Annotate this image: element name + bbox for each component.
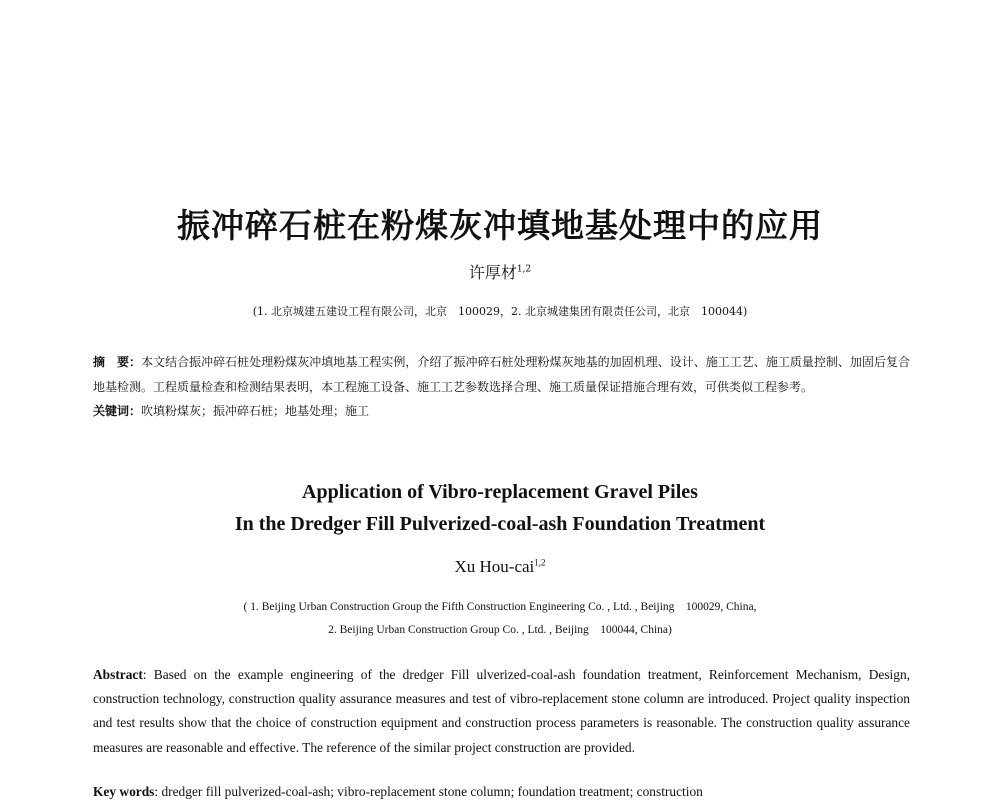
english-abstract: Abstract: Based on the example engineering of the dredger Fill ulverized-coal-ash foundation treatment, Reinforcement Mechanism, Design, construction technology, construction quality assurance measures and test of vibro-replacement stone column are introduced. Project quality inspection and test results show that the choice of construction equipment and construction process parameters is reasonable. The construction quality assurance measures are reasonable and effective. The reference of the similar project construction are provided. xyxy=(93,667,910,755)
english-affiliation xyxy=(0,596,1000,642)
keywords-label: Key words xyxy=(93,784,155,799)
abstract-label: 摘 要： xyxy=(93,355,142,369)
chinese-keywords xyxy=(93,399,910,424)
chinese-author xyxy=(0,260,1000,283)
abstract-label: Abstract xyxy=(93,667,143,682)
keywords-text: 吹填粉煤灰；振冲碎石桩；地基处理；施工 xyxy=(141,404,370,418)
author-superscript: 1,2 xyxy=(534,557,546,568)
chinese-affiliation: (1. 北京城建五建设工程有限公司，北京 100029，2. 北京城建集团有限责任公司，北京 100044) xyxy=(252,305,748,318)
title-line: Application of Vibro-replacement Gravel Piles xyxy=(302,481,698,503)
chinese-title: 振冲碎石桩在粉煤灰冲填地基处理中的应用 xyxy=(177,206,823,245)
author-name: Xu Hou-cai xyxy=(454,557,535,576)
keywords-label: 关键词： xyxy=(93,404,142,418)
chinese-abstract xyxy=(93,350,910,399)
affiliation-line: 2. Beijing Urban Construction Group Co. , Ltd. , Beijing 100044, China) xyxy=(328,624,672,636)
english-keywords: Key words: dredger fill pulverized-coal-ash; vibro-replacement stone column; foundation treatment; construction xyxy=(93,784,703,799)
chinese-abstract-block xyxy=(93,350,910,424)
affiliation-line: ( 1. Beijing Urban Construction Group the Fifth Construction Engineering Co. , Ltd. , Beijing 100029, China, xyxy=(243,601,757,613)
title-line: In the Dredger Fill Pulverized-coal-ash Foundation Treatment xyxy=(234,513,766,535)
keywords-text: dredger fill pulverized-coal-ash; vibro-replacement stone column; foundation treatment; construction xyxy=(161,784,703,799)
abstract-text: Based on the example engineering of the dredger Fill ulverized-coal-ash foundation treatment, Reinforcement Mechanism, Design, construction technology, construction quality assurance measures and test of vibro-replacement stone column are introduced. Project quality inspection and test results show that the choice of construction equipment and construction process parameters is reasonable. The construction quality assurance measures are reasonable and effective. The reference of the similar project construction are provided. xyxy=(93,667,910,755)
author-superscript: 1,2 xyxy=(516,264,532,275)
abstract-text: 本文结合振冲碎石桩处理粉煤灰冲填地基工程实例，介绍了振冲碎石桩处理粉煤灰地基的加固机理、设计、施工工艺、施工质量控制、加固后复合地基检测。工程质量检查和检测结果表明，本工程施工设备、施工工艺参数选择合理、施工质量保证措施合理有效，可供类似工程参考。 xyxy=(93,355,910,394)
english-title xyxy=(0,476,1000,540)
english-author xyxy=(0,557,1000,577)
author-name: 许厚材 xyxy=(468,263,517,282)
